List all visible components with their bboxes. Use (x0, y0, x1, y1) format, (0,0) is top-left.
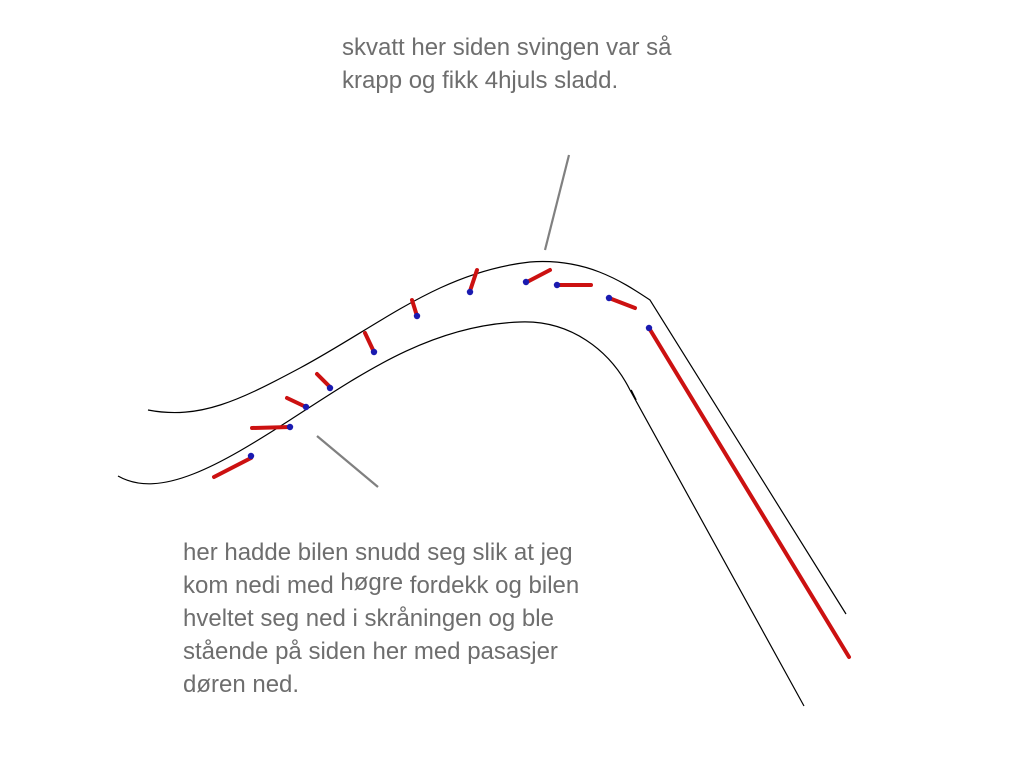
annotation-bottom-line-3: hveltet seg ned i skråningen og ble (183, 605, 554, 632)
skid-mark-long (649, 328, 849, 657)
annotation-bottom-line-2-start: kom nedi med (183, 572, 341, 599)
skid-mark (470, 270, 477, 291)
wheel-dot (606, 295, 612, 301)
pointer-line-bottom (317, 436, 378, 487)
wheel-dot (414, 313, 420, 319)
annotation-bottom (183, 536, 579, 701)
skid-mark (609, 298, 635, 308)
wheel-dot (303, 404, 309, 410)
annotation-bottom-word-hogre: høgre (340, 569, 404, 596)
wheel-dot (371, 349, 377, 355)
wheel-dot (248, 453, 254, 459)
annotation-bottom-line-2-end: fordekk og bilen (403, 572, 580, 599)
annotation-bottom-line-1: her hadde bilen snudd seg slik at jeg (183, 539, 573, 566)
wheel-dot (467, 289, 473, 295)
skid-mark (214, 458, 251, 477)
annotation-bottom-line-4: stående på siden her med pasasjer (183, 638, 558, 665)
annotation-bottom-line-2 (183, 569, 579, 602)
annotation-top-line-1: skvatt her siden svingen var så (342, 34, 672, 61)
road-edge-tick (631, 390, 636, 400)
wheel-dot (554, 282, 560, 288)
annotation-top-line-2: krapp og fikk 4hjuls sladd. (342, 67, 619, 94)
wheel-dot (646, 325, 652, 331)
wheel-dots (248, 279, 652, 459)
skid-mark (317, 374, 330, 387)
annotation-bottom-line-5: døren ned. (183, 671, 300, 698)
skid-mark (252, 427, 290, 428)
wheel-dot (523, 279, 529, 285)
skid-mark (527, 270, 550, 282)
pointer-line-top (545, 155, 569, 250)
wheel-dot (287, 424, 293, 430)
wheel-dot (327, 385, 333, 391)
annotation-top (342, 31, 672, 97)
